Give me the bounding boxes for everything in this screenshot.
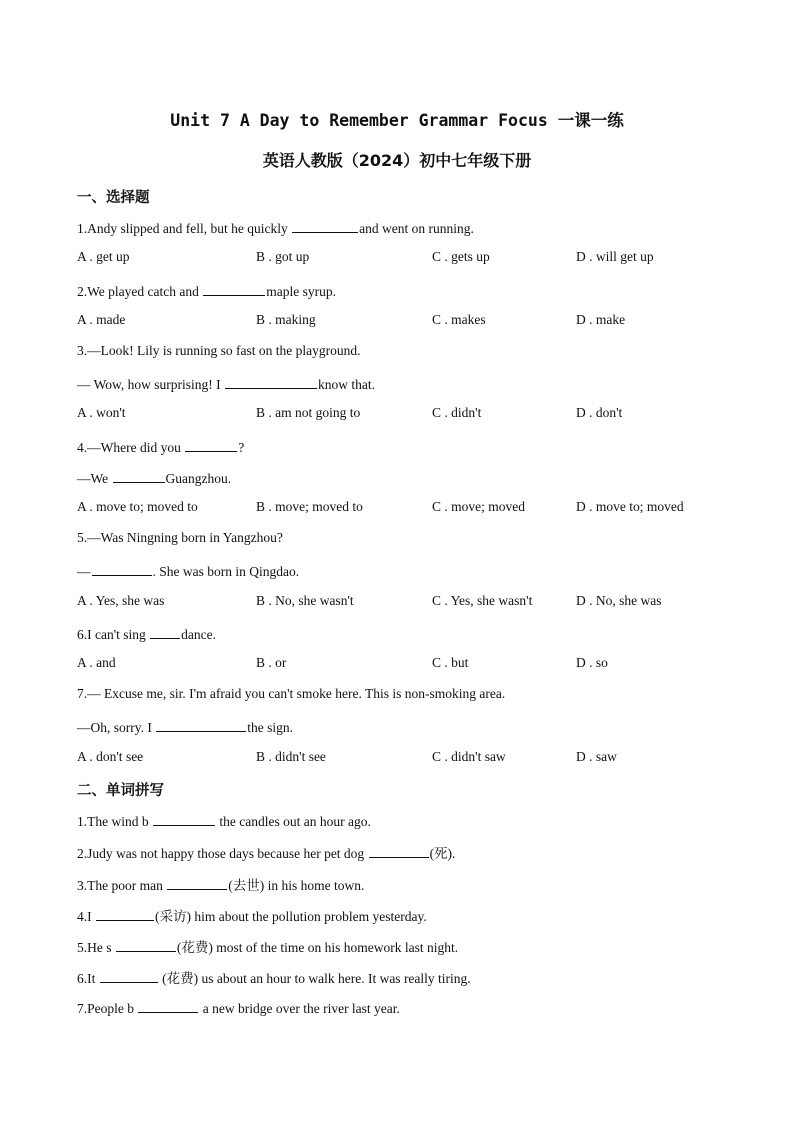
question-text: 4.—Where did you bbox=[77, 440, 185, 455]
answer-blank[interactable] bbox=[369, 843, 429, 858]
answer-blank[interactable] bbox=[203, 281, 265, 296]
question-2 bbox=[77, 281, 336, 300]
option-a[interactable]: A . move to; moved to bbox=[77, 499, 198, 514]
question-text: and went on running. bbox=[359, 221, 474, 236]
option-d[interactable]: D . saw bbox=[576, 749, 617, 764]
option-c[interactable]: C . didn't bbox=[432, 405, 482, 420]
item-text: (花费) most of the time on his homework last night. bbox=[176, 940, 459, 955]
question-text: ? bbox=[238, 440, 245, 455]
option-b[interactable]: B . No, she wasn't bbox=[256, 593, 354, 608]
answer-blank[interactable] bbox=[167, 875, 227, 890]
option-b[interactable]: B . am not going to bbox=[256, 405, 361, 420]
question-7-stem: 7.— Excuse me, sir. I'm afraid you can't smoke here. This is non-smoking area. bbox=[77, 686, 506, 701]
item-text: 2.Judy was not happy those days because her pet dog bbox=[77, 846, 368, 861]
option-d[interactable]: D . move to; moved bbox=[576, 499, 684, 514]
option-a[interactable]: A . made bbox=[77, 312, 126, 327]
option-b[interactable]: B . got up bbox=[256, 249, 310, 264]
page-title: Unit 7 A Day to Remember Grammar Focus 一课一练 bbox=[170, 111, 624, 130]
item-text: (死). bbox=[429, 846, 456, 861]
answer-blank[interactable] bbox=[92, 561, 152, 576]
option-d[interactable]: D . will get up bbox=[576, 249, 654, 264]
question-text: 6.I can't sing bbox=[77, 627, 150, 642]
question-4-answer bbox=[77, 468, 231, 487]
item-text: 1.The wind b bbox=[77, 814, 152, 829]
option-b[interactable]: B . didn't see bbox=[256, 749, 326, 764]
spelling-item-3 bbox=[77, 874, 364, 894]
option-d[interactable]: D . No, she was bbox=[576, 593, 662, 608]
section-heading-choice: 一、选择题 bbox=[77, 190, 150, 206]
option-c[interactable]: C . gets up bbox=[432, 249, 490, 264]
answer-blank[interactable] bbox=[96, 906, 154, 921]
answer-blank[interactable] bbox=[113, 468, 165, 483]
question-text: 1.Andy slipped and fell, but he quickly bbox=[77, 221, 292, 236]
question-text: —Oh, sorry. I bbox=[77, 720, 156, 735]
question-text: — Wow, how surprising! I bbox=[77, 377, 225, 392]
answer-blank[interactable] bbox=[150, 624, 180, 639]
answer-blank[interactable] bbox=[185, 437, 237, 452]
page-subtitle: 英语人教版（2024）初中七年级下册 bbox=[262, 151, 532, 170]
question-text: know that. bbox=[318, 377, 376, 392]
option-d[interactable]: D . don't bbox=[576, 405, 623, 420]
item-text: 3.The poor man bbox=[77, 878, 167, 893]
answer-blank[interactable] bbox=[100, 968, 158, 983]
item-text: (去世) in his home town. bbox=[228, 878, 365, 893]
answer-blank[interactable] bbox=[116, 937, 176, 952]
answer-blank[interactable] bbox=[153, 811, 215, 826]
question-text: — bbox=[77, 564, 91, 579]
section-heading-spelling: 二、单词拼写 bbox=[77, 783, 164, 799]
question-text: the sign. bbox=[247, 720, 293, 735]
spelling-item-4 bbox=[77, 905, 427, 925]
option-a[interactable]: A . get up bbox=[77, 249, 130, 264]
option-b[interactable]: B . move; moved to bbox=[256, 499, 363, 514]
answer-blank[interactable] bbox=[292, 218, 358, 233]
spelling-item-5 bbox=[77, 936, 458, 956]
item-text: 4.I bbox=[77, 909, 95, 924]
question-text: 2.We played catch and bbox=[77, 284, 203, 299]
option-d[interactable]: D . make bbox=[576, 312, 626, 327]
item-text: the candles out an hour ago. bbox=[216, 814, 371, 829]
question-text: . She was born in Qingdao. bbox=[152, 564, 300, 579]
spelling-item-6 bbox=[77, 967, 471, 987]
question-1 bbox=[77, 218, 474, 237]
item-text: 5.He s bbox=[77, 940, 115, 955]
option-c[interactable]: C . didn't saw bbox=[432, 749, 506, 764]
spelling-item-1 bbox=[77, 811, 371, 830]
question-4 bbox=[77, 437, 244, 456]
option-b[interactable]: B . making bbox=[256, 312, 316, 327]
question-text: maple syrup. bbox=[266, 284, 336, 299]
spelling-item-2 bbox=[77, 842, 455, 862]
item-text: a new bridge over the river last year. bbox=[199, 1001, 400, 1016]
option-a[interactable]: A . won't bbox=[77, 405, 126, 420]
question-text: dance. bbox=[181, 627, 217, 642]
item-text: (花费) us about an hour to walk here. It was really tiring. bbox=[158, 971, 471, 986]
spelling-item-7 bbox=[77, 998, 400, 1017]
answer-blank[interactable] bbox=[138, 998, 198, 1013]
item-text: 6.It bbox=[77, 971, 99, 986]
question-5 bbox=[77, 561, 299, 580]
question-5-stem: 5.—Was Ningning born in Yangzhou? bbox=[77, 530, 283, 545]
question-7 bbox=[77, 717, 293, 736]
option-a[interactable]: A . don't see bbox=[77, 749, 144, 764]
question-3 bbox=[77, 374, 375, 393]
option-c[interactable]: C . but bbox=[432, 655, 469, 670]
option-c[interactable]: C . makes bbox=[432, 312, 486, 327]
option-a[interactable]: A . and bbox=[77, 655, 116, 670]
item-text: (采访) him about the pollution problem yesterday. bbox=[155, 909, 427, 924]
answer-blank[interactable] bbox=[225, 374, 317, 389]
answer-blank[interactable] bbox=[156, 717, 246, 732]
option-c[interactable]: C . move; moved bbox=[432, 499, 525, 514]
item-text: 7.People b bbox=[77, 1001, 138, 1016]
option-a[interactable]: A . Yes, she was bbox=[77, 593, 165, 608]
option-b[interactable]: B . or bbox=[256, 655, 287, 670]
option-d[interactable]: D . so bbox=[576, 655, 608, 670]
question-3-stem: 3.—Look! Lily is running so fast on the playground. bbox=[77, 343, 361, 358]
option-c[interactable]: C . Yes, she wasn't bbox=[432, 593, 533, 608]
question-text: —We bbox=[77, 471, 112, 486]
question-6 bbox=[77, 624, 216, 643]
question-text: Guangzhou. bbox=[165, 471, 232, 486]
